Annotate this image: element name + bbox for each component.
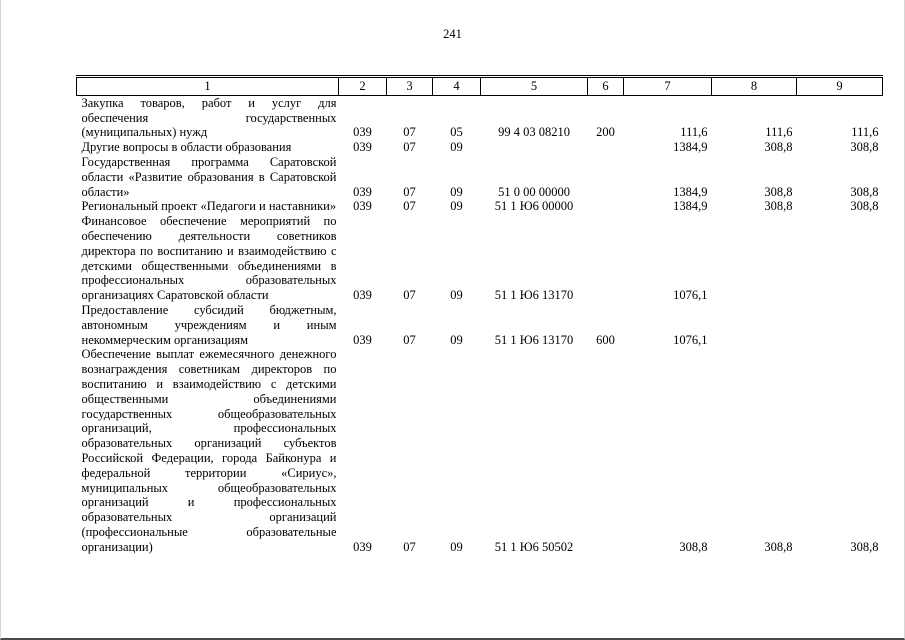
row-cell: 308,8 — [850, 539, 879, 554]
row-cell: 07 — [403, 199, 416, 214]
row-cell — [797, 303, 883, 347]
row-cell — [797, 214, 883, 303]
row-cell: 09 — [450, 332, 463, 347]
row-cell: 51 1 Ю6 13170 — [494, 332, 574, 347]
row-cell: 308,8 — [764, 140, 793, 155]
row-cell — [588, 347, 624, 554]
budget-table-body — [77, 95, 883, 554]
row-cell: 039 — [353, 332, 372, 347]
row-cell: 07 — [403, 332, 416, 347]
row-cell: 600 — [596, 332, 615, 347]
row-name: Предоставление субсидий бюджетным, автономным учреждениям и иным некоммерческим организациям — [81, 302, 337, 347]
row-cell — [588, 155, 624, 199]
row-cell: 308,8 — [764, 539, 793, 554]
row-cell: 51 1 Ю6 13170 — [494, 288, 574, 303]
page-number: 241 — [443, 27, 462, 41]
row-cell — [588, 140, 624, 155]
row-cell: 1384,9 — [673, 199, 708, 214]
row-cell: 51 1 Ю6 50502 — [494, 539, 574, 554]
table-row — [77, 95, 883, 140]
row-cell: 111,6 — [765, 125, 793, 140]
row-cell: 1384,9 — [673, 184, 708, 199]
budget-table — [76, 75, 883, 555]
row-cell — [588, 214, 624, 303]
row-cell: 07 — [403, 184, 416, 199]
row-cell: 09 — [450, 288, 463, 303]
column-header-1: 1 — [77, 77, 339, 96]
row-cell: 308,8 — [850, 140, 879, 155]
row-cell: 308,8 — [764, 199, 793, 214]
row-cell: 07 — [403, 125, 416, 140]
row-cell: 308,8 — [850, 184, 879, 199]
row-cell: 09 — [450, 184, 463, 199]
row-cell: 09 — [450, 140, 463, 155]
table-row — [77, 214, 883, 303]
row-cell: 07 — [403, 288, 416, 303]
column-header-4: 4 — [433, 77, 481, 96]
column-header-5: 5 — [481, 77, 588, 96]
row-name: Закупка товаров, работ и услуг для обеспечения государственных (муниципальных) нужд — [81, 95, 337, 140]
row-cell: 1384,9 — [673, 140, 708, 155]
row-name: Государственная программа Саратовской области «Развитие образования в Саратовской области» — [81, 154, 337, 199]
row-cell: 039 — [353, 199, 372, 214]
row-cell — [712, 214, 797, 303]
table-header-row — [77, 77, 883, 96]
row-cell: 039 — [353, 184, 372, 199]
row-cell: 51 0 00 00000 — [498, 184, 570, 199]
row-cell: 039 — [353, 539, 372, 554]
column-header-7: 7 — [624, 77, 712, 96]
row-cell: 039 — [353, 125, 372, 140]
row-cell: 1076,1 — [673, 332, 708, 347]
row-cell: 99 4 03 08210 — [498, 125, 570, 140]
row-name: Региональный проект «Педагоги и наставники» — [81, 199, 337, 214]
row-cell: 09 — [450, 199, 463, 214]
column-header-3: 3 — [387, 77, 433, 96]
column-header-2: 2 — [339, 77, 387, 96]
row-cell: 308,8 — [850, 199, 879, 214]
row-cell: 308,8 — [679, 539, 708, 554]
row-cell — [481, 140, 588, 155]
row-name: Другие вопросы в области образования — [81, 140, 292, 155]
table-row — [77, 140, 883, 155]
row-cell: 111,6 — [851, 125, 879, 140]
row-cell: 200 — [596, 125, 615, 140]
column-header-8: 8 — [712, 77, 797, 96]
table-row — [77, 347, 883, 554]
table-row — [77, 303, 883, 347]
row-cell: 1076,1 — [673, 288, 708, 303]
row-cell — [588, 199, 624, 214]
row-cell: 039 — [353, 288, 372, 303]
table-row — [77, 155, 883, 199]
row-name: Финансовое обеспечение мероприятий по обеспечению деятельности советников директора по воспитанию и взаимодействию с детскими общественными объединениями в профессиональных образовательных организациях Саратовской области — [81, 214, 337, 303]
row-cell: 51 1 Ю6 00000 — [494, 199, 574, 214]
column-header-6: 6 — [588, 77, 624, 96]
row-name: Обеспечение выплат ежемесячного денежного вознаграждения советникам директоров по воспитанию и взаимодействию с детскими общественными объединениями государственных общеобразовательных организаций, профессиональных образовательных организаций субъектов Российской Федерации, города Байконура и федеральной территории «Сириус», муниципальных общеобразовательных организаций и профессиональных образовательных организаций (профессиональные образовательные организации) — [81, 347, 337, 554]
row-cell: 07 — [403, 539, 416, 554]
row-cell: 05 — [450, 125, 463, 140]
row-cell: 039 — [353, 140, 372, 155]
row-cell — [712, 303, 797, 347]
row-cell: 09 — [450, 539, 463, 554]
row-cell: 07 — [403, 140, 416, 155]
row-cell: 308,8 — [764, 184, 793, 199]
table-row — [77, 199, 883, 214]
row-cell: 111,6 — [680, 125, 708, 140]
column-header-9: 9 — [797, 77, 883, 96]
